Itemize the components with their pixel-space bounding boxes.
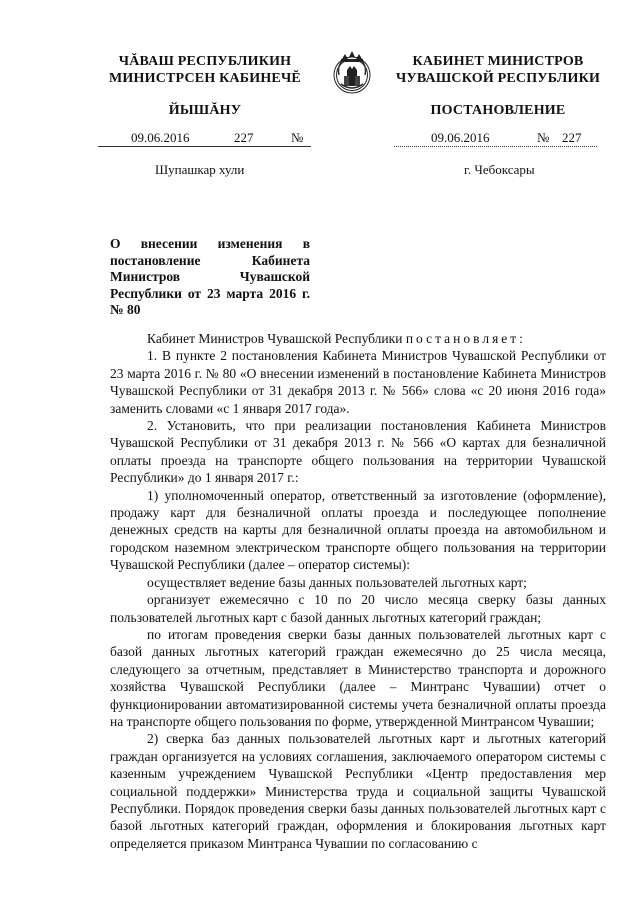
header-right-line2: ЧУВАШСКОЙ РЕСПУБЛИКИ [395,71,601,86]
number-sign-right: № [537,130,550,145]
number-right: 227 [562,130,582,145]
intro-verb: постановляет: [405,331,526,346]
document-subject: О внесении изменения в постановление Кабинета Министров Чувашской Республики от 23 марта 2016 г. № 80 [110,236,310,317]
body-paragraph: организует ежемесячно с 10 по 20 число месяца сверку базы данных пользователей льготных карт с базой данных льготных категорий граждан; [110,592,606,625]
body-paragraph: осуществляет ведение базы данных пользователей льготных карт; [147,574,527,590]
body-paragraph: 1. В пункте 2 постановления Кабинета Министров Чувашской Республики от 23 марта 2016 г. № 80 «О внесении изменений в постановление Кабинета Министров Чувашской Республики от 31 декабря 2013 г. № 566» слова «с 20 июня 2016 года» заменить словами «с 1 января 2017 года». [110,348,606,416]
doc-type-left: ЙЫШĂНУ [168,103,242,118]
header-left-line1: ЧĂВАШ РЕСПУБЛИКИН [118,54,292,69]
intro-paragraph [110,330,606,347]
body-paragraph: по итогам проведения сверки базы данных пользователей льготных карт с базой данных льготных категорий граждан ежемесячно до 25 числа месяца, следующего за отчетным, представляет в Министерство транспорта и дорожного хозяйства Чувашской Республики (далее – Минтранс Чувашии) отчет о функционировании автоматизированной системы учета безналичной оплаты проезда на транспорте общего пользования по форме, утвержденной Минтрансом Чувашии; [110,626,606,729]
intro-prefix: Кабинет Министров Чувашской Республики [147,331,403,346]
date-number-right [394,130,597,147]
body-paragraph: 2) сверка баз данных пользователей льготных карт и льготных категорий граждан организуется на условиях соглашения, заключаемого оператором системы с казенным учреждением Чувашской Республики «Центр предоставления мер социальной поддержки» Министерства труда и социальной защиты Чувашской Республики. Порядок проведения сверки базы данных пользователей льготных карт с базой льготных категорий граждан, оформления и блокирования льготных карт определяется приказом Минтранса Чувашии по согласованию с [110,731,606,851]
date-left: 09.06.2016 [131,130,190,145]
body-paragraph: 2. Установить, что при реализации постановления Кабинета Министров Чувашской Республики от 31 декабря 2013 г. № 566 «О картах для безналичной оплаты проезда на транспорте общего пользования на территории Чувашской Республики» до 1 января 2017 г.: [110,418,606,486]
place-left: Шупашкар хули [155,162,245,177]
header-right-line1: КАБИНЕТ МИНИСТРОВ [412,54,584,69]
doc-type-right: ПОСТАНОВЛЕНИЕ [430,103,566,118]
header-left [90,53,320,87]
date-right: 09.06.2016 [431,130,490,145]
number-sign-left: № [291,130,304,145]
document-body [110,330,606,852]
header-right [388,53,608,87]
place-right: г. Чебоксары [464,162,535,177]
header-left-line2: МИНИСТРСЕН КАБИНЕЧĔ [109,71,301,86]
date-number-left [98,130,311,147]
number-left: 227 [234,130,254,145]
chuvash-emblem-icon [327,46,377,96]
body-paragraph: 1) уполномоченный оператор, ответственный за изготовление (оформление), продажу карт для безналичной оплаты проезда и последующее пополнение денежных средств на карты для безналичной оплаты проезда на автомобильном и городском наземном электрическом транспорте общего пользования на территории Чувашской Республики (далее – оператор системы): [110,487,606,573]
